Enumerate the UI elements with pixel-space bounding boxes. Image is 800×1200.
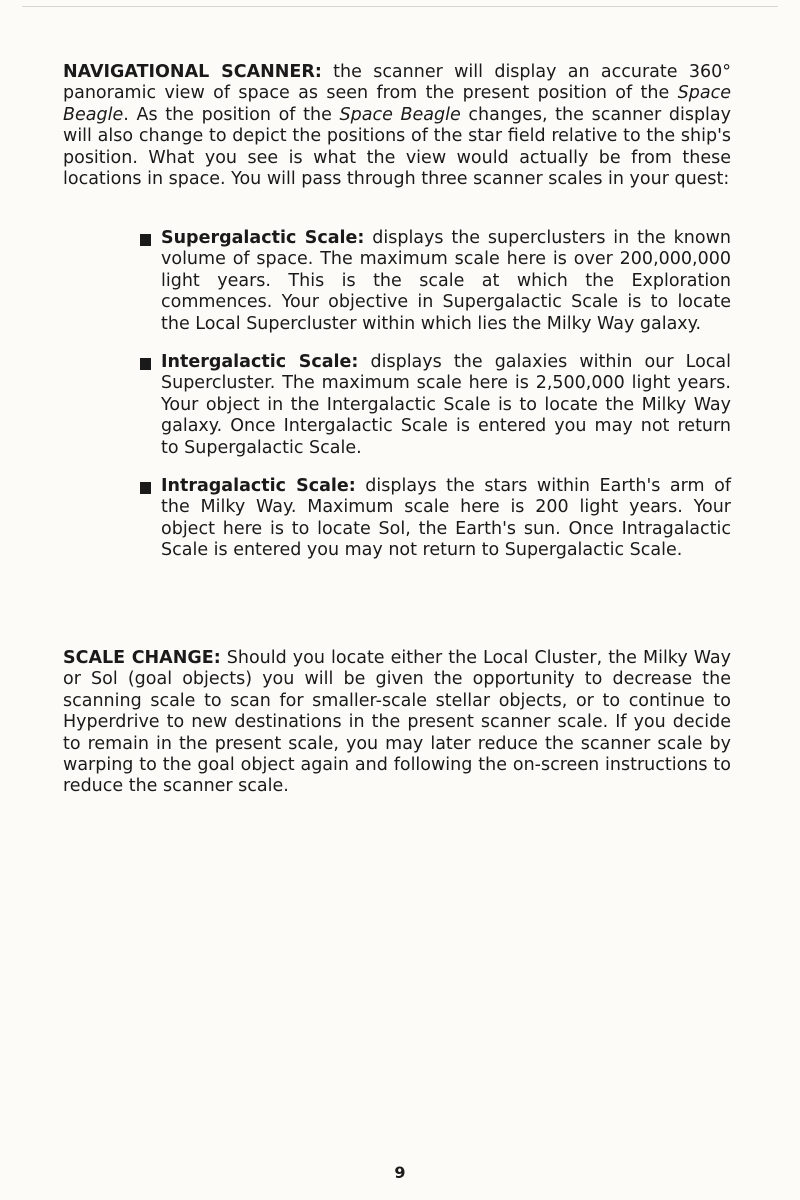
scanner-scales-list xyxy=(140,228,731,579)
scale-title: Intergalactic Scale: xyxy=(161,352,359,373)
navigational-scanner-text-1: the scanner will display an accurate 360° panoramic view of space as seen from the present position of the xyxy=(63,62,731,104)
scale-description: displays the galaxies within our Local Supercluster. The maximum scale here is 2,500,000 light years. Your object in the Intergalactic Scale is to locate the Milky Way galaxy. Once Intergalactic Scale is entered you may not return to Supergalactic Scale. xyxy=(161,352,731,458)
scale-title: Intragalactic Scale: xyxy=(161,476,356,497)
navigational-scanner-text-2: . As the position of the xyxy=(123,104,340,125)
scale-change-text: Should you locate either the Local Cluster, the Milky Way or Sol (goal objects) you will be given the opportunity to decrease the scanning scale to scan for smaller-scale stellar objects, or to continue to Hyperdrive to new destinations in the present scanner scale. If you decide to remain in the present scale, you may later reduce the scanner scale by warping to the goal object again and following the on-screen instructions to reduce the scanner scale. xyxy=(63,648,732,797)
ship-name-1: Space Beagle xyxy=(63,83,731,125)
top-edge-rule xyxy=(22,6,778,7)
scale-title: Supergalactic Scale: xyxy=(161,228,365,248)
square-bullet-icon xyxy=(140,234,151,246)
scale-description: displays the stars within Earth's arm of the Milky Way. Maximum scale here is 200 light years. Your object here is to locate Sol, the Earth's sun. Once Intragalactic Scale is entered you may not return to Supergalactic Scale. xyxy=(161,476,731,561)
list-item-intragalactic xyxy=(140,476,731,562)
navigational-scanner-heading: NAVIGATIONAL SCANNER: xyxy=(63,62,322,82)
navigational-scanner-paragraph xyxy=(63,62,731,190)
list-item-intergalactic xyxy=(140,352,731,459)
navigational-scanner-text-3: changes, the scanner display will also change to depict the positions of the star field relative to the ship's position. What you see is what the view would actually be from these locations in space. You will pass through three scanner scales in your quest: xyxy=(63,104,731,190)
square-bullet-icon xyxy=(140,482,151,494)
list-item-supergalactic xyxy=(140,228,731,335)
page-number: 9 xyxy=(394,1163,406,1182)
scale-change-heading: SCALE CHANGE: xyxy=(63,648,221,668)
scale-description: displays the superclusters in the known volume of space. The maximum scale here is over 200,000,000 light years. This is the scale at which the Exploration commences. Your objective in Supergalactic Scale is to locate the Local Supercluster within which lies the Milky Way galaxy. xyxy=(161,228,732,334)
ship-name-2: Space Beagle xyxy=(339,104,461,125)
scale-change-paragraph xyxy=(63,648,731,798)
square-bullet-icon xyxy=(140,358,151,370)
